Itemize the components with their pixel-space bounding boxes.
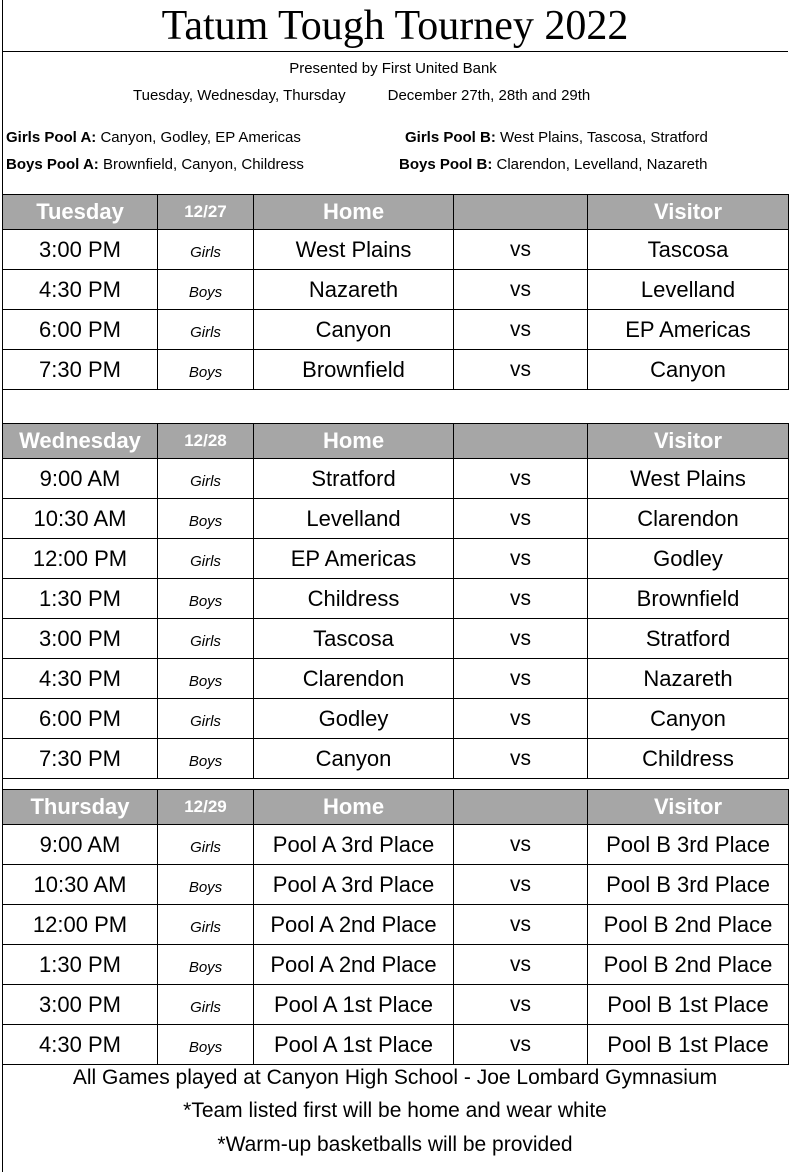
home-team: West Plains [254,230,454,270]
game-division: Girls [158,905,254,945]
game-time: 6:00 PM [3,699,158,739]
table-row [3,945,789,985]
game-division: Girls [158,825,254,865]
game-time: 12:00 PM [3,539,158,579]
day-header: Tuesday [3,195,158,230]
schedule-table-wednesday [2,423,789,779]
home-team: Pool A 1st Place [254,1025,454,1065]
visitor-team: Brownfield [588,579,789,619]
table-row [3,539,789,579]
table-row [3,985,789,1025]
visitor-team: EP Americas [588,310,789,350]
visitor-team: Pool B 1st Place [588,1025,789,1065]
game-division: Boys [158,659,254,699]
vs-label: vs [454,310,588,350]
table-row [3,659,789,699]
visitor-team: Canyon [588,699,789,739]
vs-label: vs [454,945,588,985]
visitor-team: Pool B 1st Place [588,985,789,1025]
vs-header [454,790,588,825]
table-row [3,1025,789,1065]
game-time: 9:00 AM [3,459,158,499]
game-division: Girls [158,230,254,270]
pool-label: Boys Pool A: [6,156,99,173]
table-row [3,499,789,539]
game-time: 10:30 AM [3,865,158,905]
day-header: Thursday [3,790,158,825]
pool-label: Boys Pool B: [399,156,493,173]
game-division: Boys [158,350,254,390]
day-header: Wednesday [3,424,158,459]
game-division: Boys [158,739,254,779]
vs-label: vs [454,619,588,659]
game-division: Girls [158,310,254,350]
vs-label: vs [454,579,588,619]
home-team: Stratford [254,459,454,499]
home-header: Home [254,424,454,459]
table-row [3,865,789,905]
title-divider [2,51,788,52]
page-title: Tatum Tough Tourney 2022 [161,3,629,49]
table-header-row [3,195,789,230]
vs-label: vs [454,539,588,579]
home-team: Canyon [254,739,454,779]
table-header-row [3,790,789,825]
girls-pool-a [6,129,301,146]
vs-label: vs [454,659,588,699]
vs-header [454,195,588,230]
table-header-row [3,424,789,459]
game-division: Girls [158,459,254,499]
date-header: 12/28 [158,424,254,459]
vs-label: vs [454,1025,588,1065]
table-row [3,230,789,270]
home-team: Brownfield [254,350,454,390]
visitor-team: Pool B 3rd Place [588,825,789,865]
girls-pool-b [405,129,708,146]
vs-label: vs [454,350,588,390]
game-division: Boys [158,499,254,539]
game-division: Boys [158,579,254,619]
game-time: 3:00 PM [3,230,158,270]
home-team: Pool A 3rd Place [254,825,454,865]
game-division: Boys [158,945,254,985]
table-row [3,619,789,659]
visitor-team: Nazareth [588,659,789,699]
sponsor-line: Presented by First United Bank [289,60,497,77]
visitor-header: Visitor [588,424,789,459]
game-time: 3:00 PM [3,985,158,1025]
home-team: Childress [254,579,454,619]
game-division: Girls [158,619,254,659]
table-row [3,310,789,350]
visitor-header: Visitor [588,790,789,825]
table-row [3,739,789,779]
table-row [3,579,789,619]
home-team-note: *Team listed first will be home and wear white [183,1099,607,1122]
table-row [3,270,789,310]
basketballs-note: *Warm-up basketballs will be provided [217,1133,573,1156]
game-division: Boys [158,865,254,905]
pool-label: Girls Pool B: [405,129,496,146]
game-division: Boys [158,270,254,310]
boys-pool-b [399,156,707,173]
game-division: Boys [158,1025,254,1065]
visitor-team: Godley [588,539,789,579]
home-team: Pool A 2nd Place [254,905,454,945]
game-division: Girls [158,699,254,739]
game-time: 4:30 PM [3,659,158,699]
game-time: 7:30 PM [3,739,158,779]
schedule-table-tuesday [2,194,789,390]
days-text: Tuesday, Wednesday, Thursday [133,87,346,104]
pool-teams: Clarendon, Levelland, Nazareth [492,156,708,173]
game-time: 6:00 PM [3,310,158,350]
vs-label: vs [454,739,588,779]
game-time: 12:00 PM [3,905,158,945]
game-time: 4:30 PM [3,1025,158,1065]
dates-text: December 27th, 28th and 29th [387,87,591,104]
home-team: Pool A 3rd Place [254,865,454,905]
pool-teams: West Plains, Tascosa, Stratford [495,129,708,146]
vs-label: vs [454,499,588,539]
vs-label: vs [454,905,588,945]
home-team: Clarendon [254,659,454,699]
visitor-header: Visitor [588,195,789,230]
game-time: 9:00 AM [3,825,158,865]
vs-label: vs [454,985,588,1025]
visitor-team: Stratford [588,619,789,659]
visitor-team: West Plains [588,459,789,499]
game-time: 4:30 PM [3,270,158,310]
dates-line [133,87,590,104]
home-team: EP Americas [254,539,454,579]
table-row [3,905,789,945]
vs-label: vs [454,270,588,310]
vs-label: vs [454,459,588,499]
visitor-team: Childress [588,739,789,779]
vs-label: vs [454,865,588,905]
pool-label: Girls Pool A: [6,129,97,146]
home-header: Home [254,790,454,825]
home-team: Tascosa [254,619,454,659]
schedule-table-thursday [2,789,789,1065]
game-time: 7:30 PM [3,350,158,390]
visitor-team: Pool B 3rd Place [588,865,789,905]
game-division: Girls [158,985,254,1025]
table-row [3,825,789,865]
home-team: Pool A 1st Place [254,985,454,1025]
table-row [3,459,789,499]
home-team: Canyon [254,310,454,350]
game-division: Girls [158,539,254,579]
game-time: 10:30 AM [3,499,158,539]
date-header: 12/27 [158,195,254,230]
visitor-team: Pool B 2nd Place [588,905,789,945]
date-header: 12/29 [158,790,254,825]
visitor-team: Levelland [588,270,789,310]
home-team: Pool A 2nd Place [254,945,454,985]
venue-note: All Games played at Canyon High School - Joe Lombard Gymnasium [72,1066,718,1089]
vs-label: vs [454,699,588,739]
vs-header [454,424,588,459]
visitor-team: Pool B 2nd Place [588,945,789,985]
home-header: Home [254,195,454,230]
boys-pool-a [6,156,304,173]
vs-label: vs [454,825,588,865]
visitor-team: Canyon [588,350,789,390]
game-time: 1:30 PM [3,945,158,985]
home-team: Nazareth [254,270,454,310]
pool-teams: Brownfield, Canyon, Childress [98,156,304,173]
game-time: 3:00 PM [3,619,158,659]
home-team: Levelland [254,499,454,539]
visitor-team: Clarendon [588,499,789,539]
vs-label: vs [454,230,588,270]
table-row [3,699,789,739]
game-time: 1:30 PM [3,579,158,619]
pool-teams: Canyon, Godley, EP Americas [96,129,301,146]
table-row [3,350,789,390]
visitor-team: Tascosa [588,230,789,270]
home-team: Godley [254,699,454,739]
